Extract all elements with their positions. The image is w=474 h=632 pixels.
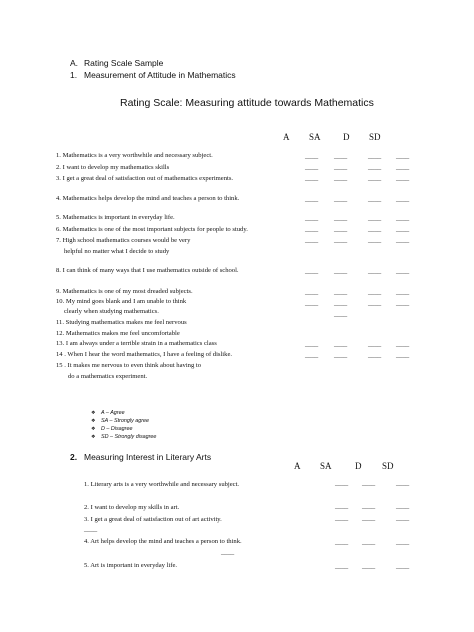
s1-blank-7-4[interactable]: ____	[396, 237, 410, 244]
s1-blank-1-1[interactable]: ____	[305, 153, 319, 160]
s2-blank-3-2[interactable]: ____	[362, 515, 376, 522]
s2-blank-2-3[interactable]: ____	[396, 503, 410, 510]
s1-blank-3-1[interactable]: ____	[305, 175, 319, 182]
s1-blank-10-extra[interactable]: ____	[334, 311, 348, 318]
s1-blank-7-3[interactable]: ____	[368, 237, 382, 244]
s2-item-5: 5. Art is important in everyday life.	[84, 562, 178, 569]
s1-blank-5-2[interactable]: ____	[334, 215, 348, 222]
legend-strongly-agree: SA – Strongly agree	[101, 418, 150, 424]
s1-blank-4-4[interactable]: ____	[396, 196, 410, 203]
s1-blank-10-4[interactable]: ____	[396, 300, 410, 307]
page-title: Rating Scale: Measuring attitude towards Mathematics	[120, 97, 374, 109]
section-a-label: A.	[70, 58, 79, 68]
s1-item-10-cont: clearly when studying mathematics.	[64, 308, 159, 315]
s2-blank-3-1[interactable]: ____	[335, 515, 349, 522]
s1-blank-4-3[interactable]: ____	[368, 196, 382, 203]
s2-col-header-d: D	[355, 461, 362, 471]
s2-blank-5-1[interactable]: ____	[335, 563, 349, 570]
section-a-title: Rating Scale Sample	[84, 58, 164, 68]
s1-item-6: 6. Mathematics is one of the most important subjects for people to study.	[56, 226, 248, 233]
s1-blank-8-2[interactable]: ____	[334, 268, 348, 275]
s1-blank-7-1[interactable]: ____	[305, 237, 319, 244]
s1-blank-6-3[interactable]: ____	[368, 226, 382, 233]
s1-blank-12-1[interactable]: ____	[305, 352, 319, 359]
s1-blank-12-3[interactable]: ____	[368, 352, 382, 359]
legend-bullet-icon: ❖	[91, 410, 96, 416]
s1-item-4: 4. Mathematics helps develop the mind and teaches a person to think.	[56, 195, 240, 202]
s1-item-1: 1. Mathematics is a very worthwhile and necessary subject.	[56, 152, 213, 159]
s2-blank-4-1[interactable]: ____	[335, 539, 349, 546]
s2-item-3-blank: ____	[84, 526, 98, 533]
section-1-title: Measurement of Attitude in Mathematics	[84, 70, 236, 80]
legend-strongly-disagree: SD – Strongly disagree	[101, 434, 157, 440]
s1-blank-9-3[interactable]: ____	[368, 289, 382, 296]
s2-col-header-sa: SA	[320, 461, 332, 471]
s1-item-2: 2. I want to develop my mathematics skills	[56, 164, 170, 171]
s1-blank-11-2[interactable]: ____	[334, 341, 348, 348]
s2-blank-1-1[interactable]: ____	[335, 480, 349, 487]
s1-blank-4-1[interactable]: ____	[305, 196, 319, 203]
s1-blank-11-3[interactable]: ____	[368, 341, 382, 348]
section-1-label: 1.	[70, 70, 78, 80]
s1-blank-11-4[interactable]: ____	[396, 341, 410, 348]
legend-bullet-icon: ❖	[91, 426, 96, 432]
s1-blank-10-2[interactable]: ____	[334, 300, 348, 307]
s1-blank-1-2[interactable]: ____	[334, 153, 348, 160]
s1-blank-2-2[interactable]: ____	[334, 164, 348, 171]
s2-blank-2-1[interactable]: ____	[335, 503, 349, 510]
s1-blank-10-1[interactable]: ____	[305, 300, 319, 307]
s1-blank-5-4[interactable]: ____	[396, 215, 410, 222]
s2-item-1: 1. Literary arts is a very worthwhile and necessary subject.	[84, 481, 240, 488]
s2-blank-1-2[interactable]: ____	[362, 480, 376, 487]
legend-disagree: D – Disagree	[101, 426, 133, 432]
s1-item-5: 5. Mathematics is important in everyday life.	[56, 214, 175, 221]
s1-blank-2-1[interactable]: ____	[305, 164, 319, 171]
section-2-title: Measuring Interest in Literary Arts	[84, 452, 212, 462]
s1-blank-9-4[interactable]: ____	[396, 289, 410, 296]
s1-blank-6-1[interactable]: ____	[305, 226, 319, 233]
col-header-sa: SA	[309, 132, 321, 142]
s1-blank-4-2[interactable]: ____	[334, 196, 348, 203]
s2-item-2: 2. I want to develop my skills in art.	[84, 504, 180, 511]
s2-blank-2-2[interactable]: ____	[362, 503, 376, 510]
s1-blank-10-3[interactable]: ____	[368, 300, 382, 307]
col-header-d: D	[343, 132, 350, 142]
s1-blank-12-2[interactable]: ____	[334, 352, 348, 359]
s2-blank-5-2[interactable]: ____	[362, 563, 376, 570]
s1-item-10: 10. My mind goes blank and I am unable to think	[56, 298, 187, 305]
s1-blank-5-1[interactable]: ____	[305, 215, 319, 222]
s1-blank-9-2[interactable]: ____	[334, 289, 348, 296]
s1-blank-9-1[interactable]: ____	[305, 289, 319, 296]
s1-blank-2-4[interactable]: ____	[396, 164, 410, 171]
s2-col-header-sd: SD	[382, 461, 394, 471]
s1-blank-6-4[interactable]: ____	[396, 226, 410, 233]
s1-item-9: 9. Mathematics is one of my most dreaded subjects.	[56, 288, 193, 295]
legend-bullet-icon: ❖	[91, 434, 96, 440]
s2-blank-1-3[interactable]: ____	[396, 480, 410, 487]
s1-item-15-cont: do a mathematics experiment.	[68, 373, 148, 380]
s1-item-13: 13. I am always under a terrible strain in a mathematics class	[56, 340, 217, 347]
s1-blank-7-2[interactable]: ____	[334, 237, 348, 244]
s1-blank-11-1[interactable]: ____	[305, 341, 319, 348]
section-2-label: 2.	[70, 452, 78, 462]
s2-col-header-a: A	[294, 461, 301, 471]
s1-blank-1-3[interactable]: ____	[368, 153, 382, 160]
s1-blank-8-3[interactable]: ____	[368, 268, 382, 275]
s2-blank-4-3[interactable]: ____	[396, 539, 410, 546]
s1-blank-6-2[interactable]: ____	[334, 226, 348, 233]
s2-blank-4-2[interactable]: ____	[362, 539, 376, 546]
legend-agree: A – Agree	[101, 410, 125, 416]
s1-blank-5-3[interactable]: ____	[368, 215, 382, 222]
s1-blank-12-4[interactable]: ____	[396, 352, 410, 359]
col-header-sd: SD	[369, 132, 381, 142]
s1-item-12: 12. Mathematics makes me feel uncomfortable	[56, 330, 180, 337]
s1-item-3: 3. I get a great deal of satisfaction out of mathematics experiments.	[56, 175, 234, 182]
s2-blank-3-3[interactable]: ____	[396, 515, 410, 522]
s2-item-4: 4. Art helps develop the mind and teaches a person to think.	[84, 538, 242, 545]
s2-blank-5-3[interactable]: ____	[396, 563, 410, 570]
s1-blank-2-3[interactable]: ____	[368, 164, 382, 171]
s1-item-11: 11. Studying mathematics makes me feel nervous	[56, 319, 187, 326]
s1-blank-8-1[interactable]: ____	[305, 268, 319, 275]
s1-item-15: 15 . It makes me nervous to even think about having to	[56, 362, 202, 369]
s2-item-4-blank: ____	[221, 549, 235, 556]
s1-item-7-cont: helpful no matter what I decide to study	[64, 248, 170, 255]
s1-blank-3-4[interactable]: ____	[396, 175, 410, 182]
s1-item-14: 14 . When I hear the word mathematics, I have a feeling of dislike.	[56, 351, 233, 358]
s1-blank-3-3[interactable]: ____	[368, 175, 382, 182]
s2-item-3: 3. I get a great deal of satisfaction out of art activity.	[84, 516, 222, 523]
s1-blank-1-4[interactable]: ____	[396, 153, 410, 160]
s1-item-7: 7. High school mathematics courses would be very	[56, 237, 191, 244]
s1-item-8: 8. I can think of many ways that I use mathematics outside of school.	[56, 267, 239, 274]
s1-blank-8-4[interactable]: ____	[396, 268, 410, 275]
legend-bullet-icon: ❖	[91, 418, 96, 424]
s1-blank-3-2[interactable]: ____	[334, 175, 348, 182]
col-header-a: A	[283, 132, 290, 142]
